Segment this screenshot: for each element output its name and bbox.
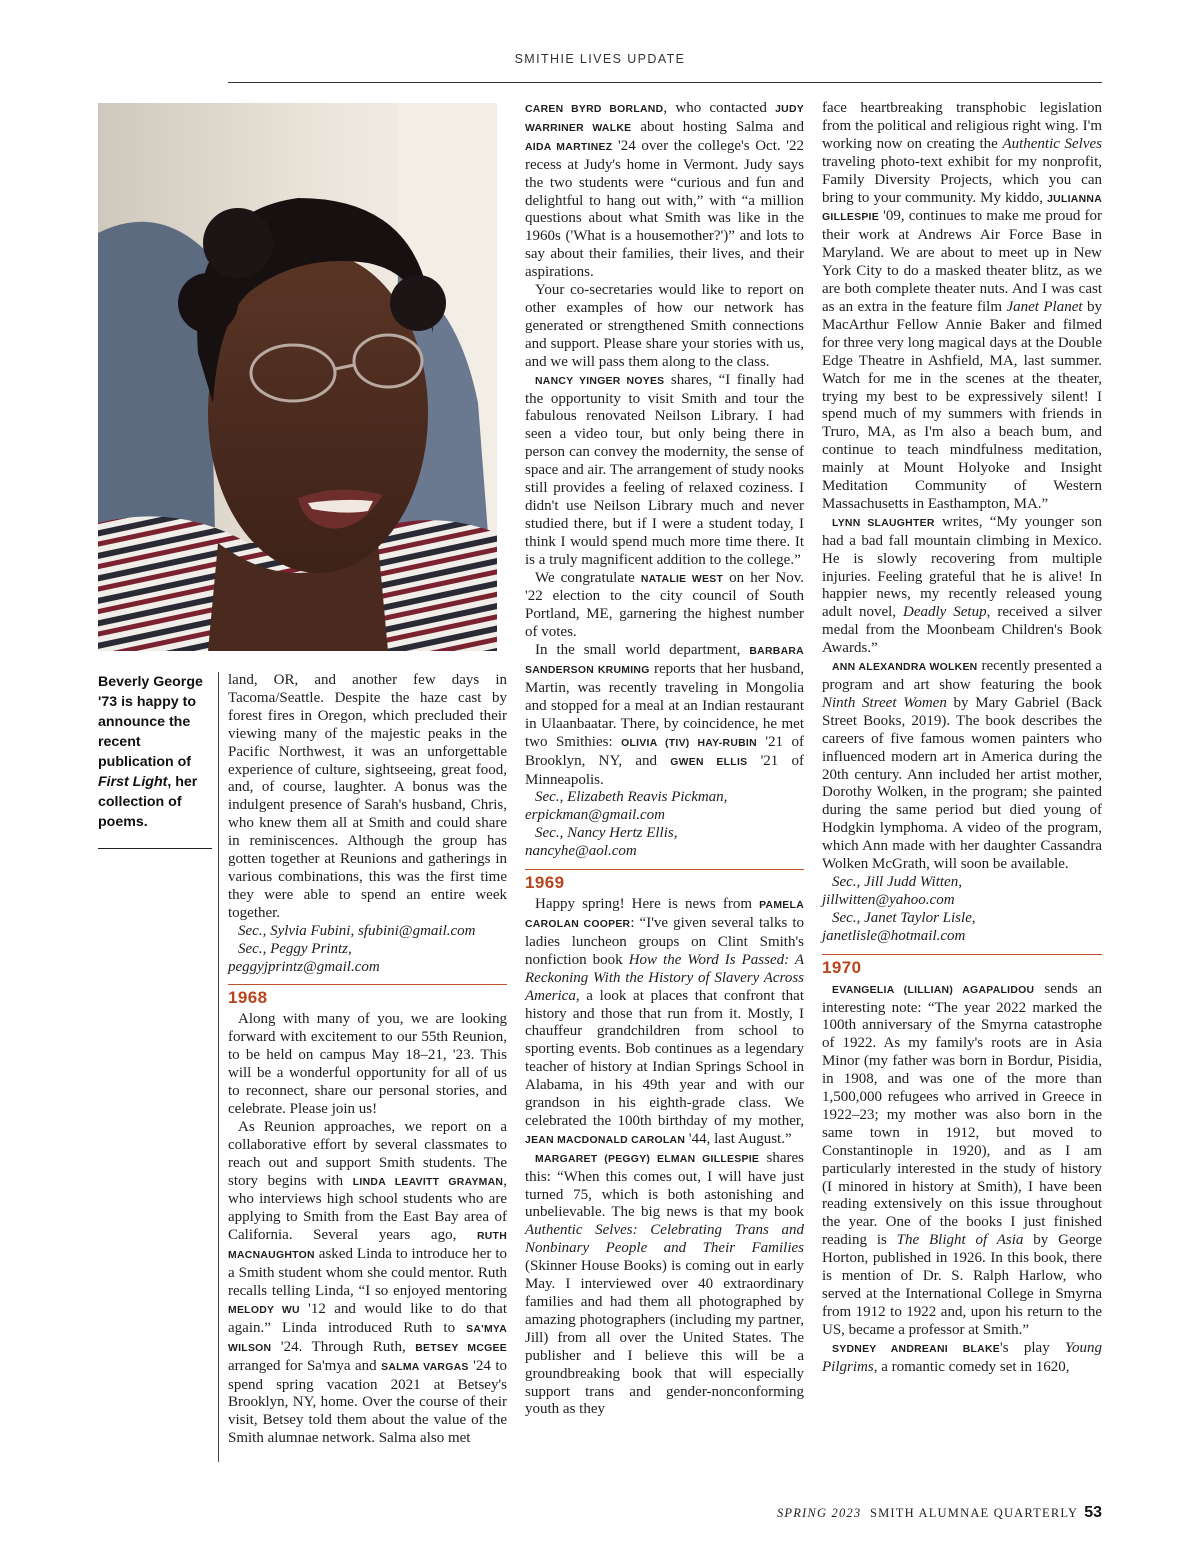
secretary-email: peggyjprintz@gmail.com: [228, 958, 380, 975]
paragraph: land, OR, and another few days in Tacoma/Seattle. Despite the haze cast by forest fires in Oregon, which precluded their viewing many of the majestic peaks in the Pacific Northwest, it was an unforgettable experience of culture, sightseeing, great food, and, of course, laughter. A bonus was the indulgent presence of Sarah's husband, Chris, who knew them all at Smith and could share in reminiscences. Although the group has gotten together at Reunions and gatherings in various combinations, this was the first time they were able to spend an entire week together.: [228, 672, 507, 921]
caption-book-title: First Light: [98, 774, 168, 790]
secretary-email: jillwitten@yahoo.com: [822, 891, 955, 908]
photo-caption-box: [98, 672, 212, 849]
portrait-photo: [98, 103, 497, 651]
paragraph: SYDNEY ANDREANI BLAKE's play Young Pilgrims, a romantic comedy set in 1620,: [822, 1339, 1102, 1375]
footer-magazine: SMITH ALUMNAE QUARTERLY: [869, 1506, 1079, 1520]
paragraph: NANCY YINGER NOYES shares, “I finally had the opportunity to visit Smith and tour the fabulous renovated Neilson Library. I had seen a video tour, but only being there in person can convey the modernity, the sense of space and air. The arrangement of study nooks still provides a feeling of relaxed coziness. I didn't use Neilson Library much and never studied there, but if I were a student today, I think I would spend much more time there. It is a truly magnificent addition to the college.”: [525, 371, 804, 568]
class-year-heading: 1969: [525, 869, 804, 892]
column-divider: [218, 672, 219, 1462]
header-rule: [228, 82, 1102, 83]
page-footer: [777, 1504, 1102, 1522]
paragraph: We congratulate NATALIE WEST on her Nov. '22 election to the city council of South Portland, ME, garnering the highest number of votes.: [525, 569, 804, 641]
secretary-email: erpickman@gmail.com: [525, 807, 666, 824]
secretary-line: Sec., Jill Judd Witten,: [832, 873, 962, 890]
secretary-line: Sec., Elizabeth Reavis Pickman,: [535, 789, 728, 806]
photo-caption: Beverly George '73 is happy to announce the recent publication of First Light, her collection of poems.: [98, 674, 203, 830]
paragraph: Your co-secretaries would like to report on other examples of how our network has generated or strengthened Smith connections and support. Please share your stories with us, and we will pass them along to the class.: [525, 282, 804, 370]
secretary-line: Sec., Sylvia Fubini, sfubini@gmail.com: [238, 922, 476, 939]
paragraph: In the small world department, BARBARA SANDERSON KRUMING reports that her husband, Martin, was recently traveling in Mongolia and stopped for a meal at an Indian restaurant in Ulaanbaatar. There, by coincidence, he met two Smithies: OLIVIA (TIV) HAY-RUBIN '21 of Brooklyn, NY, and GWEN ELLIS '21 of Minneapolis.: [525, 642, 804, 788]
paragraph: face heartbreaking transphobic legislation from the political and religious right wing. I'm working now on creating the Authentic Selves traveling photo-text exhibit for my nonprofit, Family Diversity Projects, which you can bring to your community. My kiddo, JULIANNA GILLESPIE '09, continues to make me proud for their work at Andrews Air Force Base in Maryland. We are about to meet up in New York City to do a masked theater blitz, as we are both complete theater nuts. And I was cast as an extra in the feature film Janet Planet by MacArthur Fellow Annie Baker and filmed for three very long magical days at the Double Edge Theatre in Ashfield, MA, last summer. Watch for me in the scenes at the theater, trying my best to be expressively silent! I spend much of my summers with friends in Truro, MA, as I'm also a beach bum, and continue to teach mindfulness meditation, mainly at Mount Holyoke and Insight Meditation Community of Western Massachusetts in Easthampton, MA.”: [822, 100, 1102, 512]
page-number: 53: [1084, 1504, 1102, 1521]
column-2: [525, 100, 804, 1419]
secretary-line: Sec., Nancy Hertz Ellis,: [535, 825, 678, 842]
class-year-heading: 1970: [822, 954, 1102, 977]
secretary-line: Sec., Janet Taylor Lisle,: [832, 909, 976, 926]
paragraph: EVANGELIA (LILLIAN) AGAPALIDOU sends an interesting note: “The year 2022 marked the 100th anniversary of the Smyrna catastrophe of 1922. As my family's roots are in Asia Minor (my father was born in Bordur, Pisidia, in 1908, and was one of the more than 1,500,000 refugees who arrived in Greece in 1922–23; my mother was also born in the same town in 1912, but moved to Constantinople in 1920), and as I am particularly interested in the study of history (I minored in history at Smith), I have been reading extensively on this issue throughout the year. One of the books I just finished reading is The Blight of Asia by George Horton, published in 1926. In this book, there is mention of Dr. S. Ralph Harlow, who served at the International College in Smyrna from 1912 to 1922 and, upon his return to the US, became a professor at Smith.”: [822, 980, 1102, 1338]
footer-issue: SPRING 2023: [776, 1506, 862, 1520]
column-3: [822, 100, 1102, 1377]
paragraph: CAREN BYRD BORLAND, who contacted JUDY WARRINER WALKE about hosting Salma and AIDA MARTINEZ '24 over the college's Oct. '22 recess at Judy's home in Vermont. Judy says the two students were “curious and fun and delightful to hang out with,” with “a million questions about what Smith was like in the 1960s ('What is a housemother?')” and lots to say about their families, their lives, and their aspirations.: [525, 100, 804, 281]
paragraph: LYNN SLAUGHTER writes, “My younger son had a bad fall mountain climbing in Mexico. He is slowly recovering from multiple injuries. Feeling grateful that he is alive! In happier news, my recently released young adult novel, Deadly Setup, received a silver medal from the Moonbeam Children's Book Awards.”: [822, 513, 1103, 657]
paragraph: MARGARET (PEGGY) ELMAN GILLESPIE shares this: “When this comes out, I will have just turned 75, which is both astonishing and unbelievable. The big news is that my book Authentic Selves: Celebrating Trans and Nonbinary People and Their Families (Skinner House Books) is coming out in early May. I interviewed over 40 extraordinary families and had them all photographed by amazing photographers (including my partner, Jill) from all over the United States. The publisher and I believe this will be a groundbreaking book that will especially support trans and gender-nonconforming youth as they: [525, 1149, 804, 1418]
paragraph: As Reunion approaches, we report on a collaborative effort by several classmates to reach out and support Smith students. The story begins with LINDA LEAVITT GRAYMAN, who interviews high school students who are applying to Smith from the East Bay area of California. Several years ago, RUTH MACNAUGHTON asked Linda to introduce her to a Smith student whom she could mentor. Ruth recalls telling Linda, “I so enjoyed mentoring MELODY WU '12 and would like to do that again.” Linda introduced Ruth to SA'MYA WILSON '24. Through Ruth, BETSEY MCGEE arranged for Sa'mya and SALMA VARGAS '24 to spend spring vacation 2021 at Betsey's Brooklyn, NY, home. Over the course of their visit, Betsey told them about the value of the Smith alumnae network. Salma also met: [228, 1118, 507, 1447]
paragraph: Happy spring! Here is news from PAMELA CAROLAN COOPER: “I've given several talks to ladies luncheon groups on Clint Smith's nonfiction book How the Word Is Passed: A Reckoning With the History of Slavery Across America, a look at places that confront that history and those that run from it. Mostly, I chauffeur grandchildren from school to sporting events. Bob continues as a legendary teacher of history at Indian Springs School in Alabama, in his 49th year and with our grandson in his eighth-grade class. We celebrated the 100th birthday of my mother, JEAN MACDONALD CAROLAN '44, last August.”: [525, 896, 805, 1147]
secretary-email: janetlisle@hotmail.com: [822, 927, 966, 944]
column-1: [228, 672, 507, 1448]
class-year-heading: 1968: [228, 984, 507, 1007]
section-header: SMITHIE LIVES UPDATE: [514, 52, 686, 66]
paragraph: ANN ALEXANDRA WOLKEN recently presented a program and art show featuring the book Ninth Street Women by Mary Gabriel (Back Street Books, 2019). The book describes the careers of five famous women painters who influenced modern art in America during the 20th century. Ann included her artist mother, Dorothy Wolken, in the program; she painted during the same period but died young of Hodgkin lymphoma. A video of the program, which Ann made with her daughter Cassandra Wolken McGrath, will soon be available.: [822, 658, 1103, 873]
secretary-email: nancyhe@aol.com: [525, 843, 637, 860]
paragraph: Along with many of you, we are looking forward with excitement to our 55th Reunion, to be held on campus May 18–21, '23. This will be a wonderful opportunity for all of us to reconnect, share our personal stories, and celebrate. Please join us!: [228, 1011, 507, 1117]
secretary-line: Sec., Peggy Printz,: [238, 940, 352, 957]
